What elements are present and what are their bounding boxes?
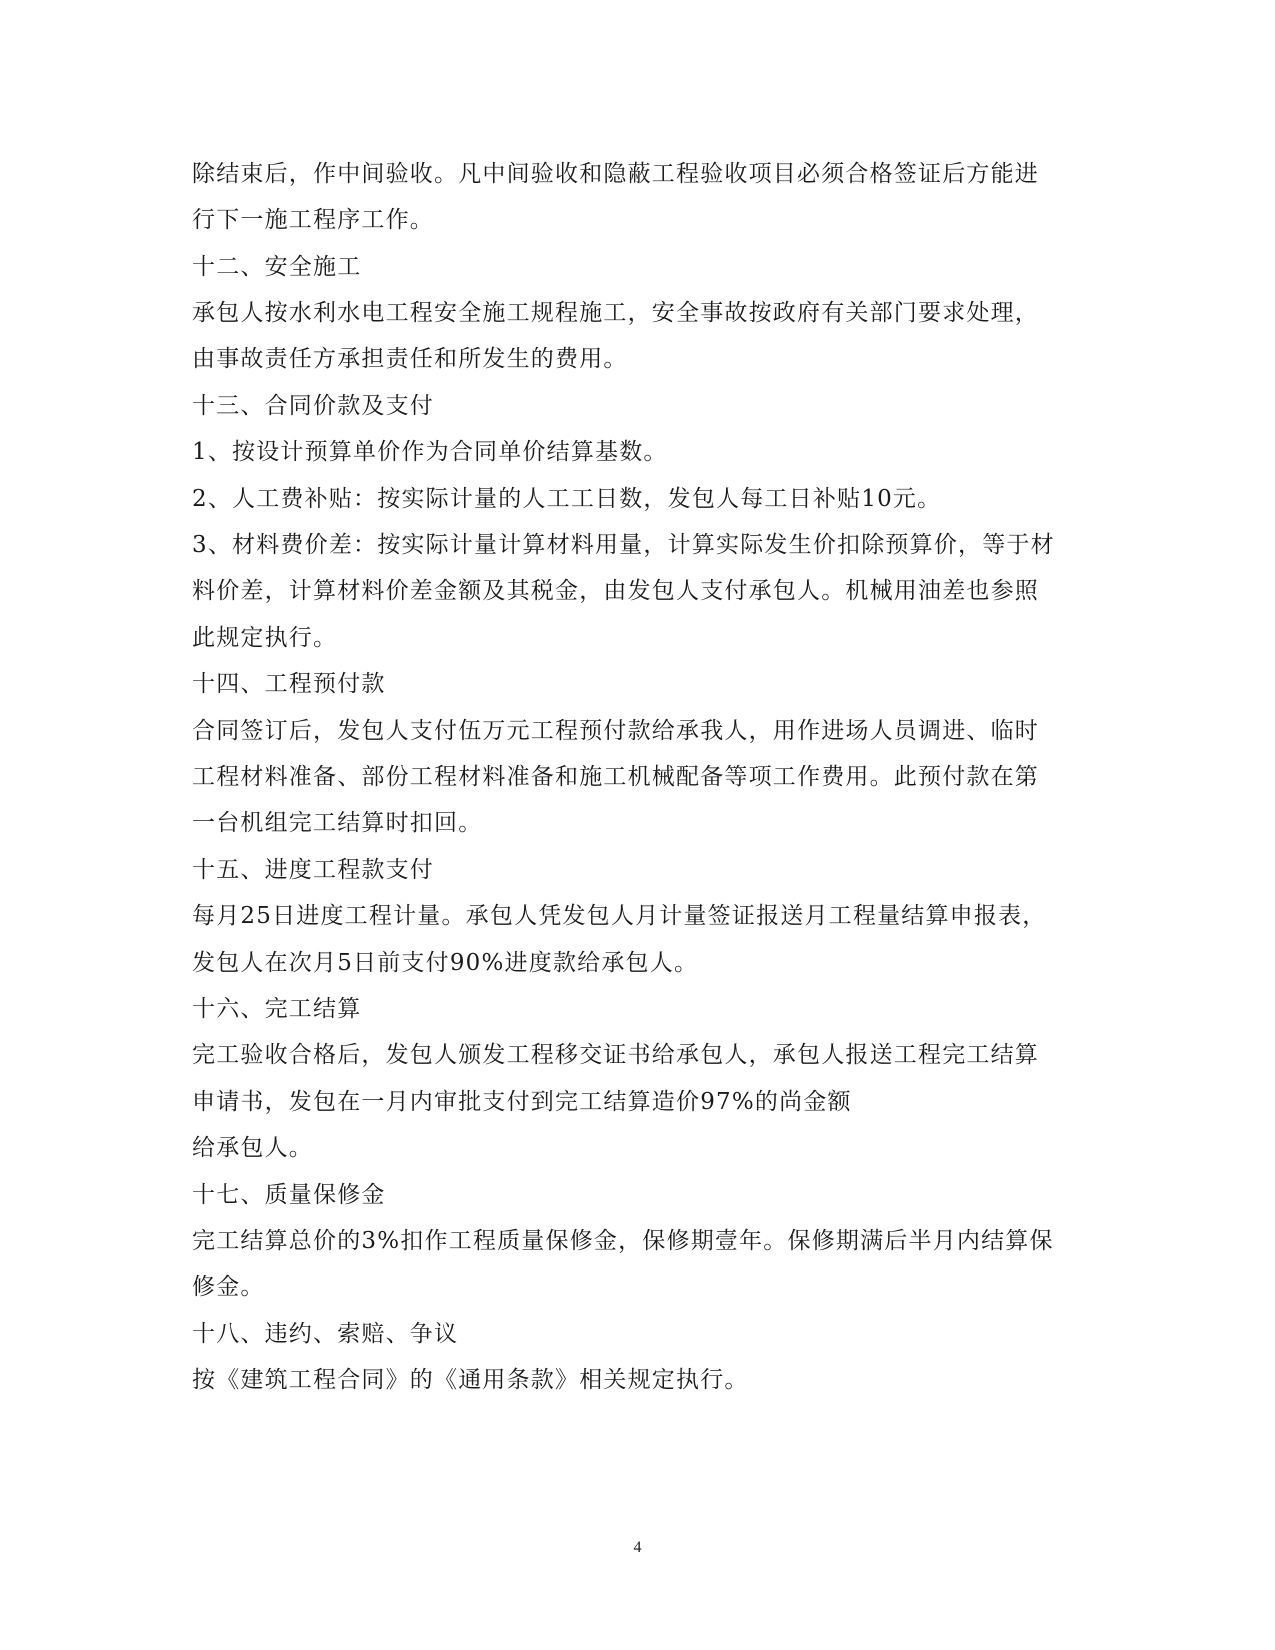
page-number: 4: [633, 1539, 642, 1556]
list-item: 3、材料费价差：按实际计量计算材料用量，计算实际发生价扣除预算价，等于材: [192, 532, 1055, 558]
section-heading: 十五、进度工程款支付: [192, 857, 434, 883]
text-line: 按《建筑工程合同》的《通用条款》相关规定执行。: [192, 1367, 749, 1393]
section-heading: 十七、质量保修金: [192, 1182, 386, 1208]
section-heading: 十二、安全施工: [192, 254, 362, 280]
section-heading: 十三、合同价款及支付: [192, 393, 434, 419]
text-line: 修金。: [192, 1274, 265, 1300]
text-line: 行下一施工程序工作。: [192, 207, 434, 233]
section-heading: 十八、违约、索赔、争议: [192, 1321, 459, 1347]
text-line: 一台机组完工结算时扣回。: [192, 810, 483, 836]
text-line: 工程材料准备、部份工程材料准备和施工机械配备等项工作费用。此预付款在第: [192, 764, 1039, 790]
text-line: 料价差，计算材料价差金额及其税金，由发包人支付承包人。机械用油差也参照: [192, 578, 1039, 604]
text-line: 完工结算总价的3%扣作工程质量保修金，保修期壹年。保修期满后半月内结算保: [192, 1228, 1054, 1254]
text-line: 由事故责任方承担责任和所发生的费用。: [192, 346, 628, 372]
text-line: 申请书，发包在一月内审批支付到完工结算造价97%的尚金额: [192, 1089, 852, 1115]
list-item: 1、按设计预算单价作为合同单价结算基数。: [192, 439, 668, 465]
text-line: 完工验收合格后，发包人颁发工程移交证书给承包人，承包人报送工程完工结算: [192, 1042, 1039, 1068]
text-line: 合同签订后，发包人支付伍万元工程预付款给承我人，用作进场人员调进、临时: [192, 718, 1039, 744]
section-heading: 十四、工程预付款: [192, 671, 386, 697]
section-heading: 十六、完工结算: [192, 996, 362, 1022]
text-line: 每月25日进度工程计量。承包人凭发包人月计量签证报送月工程量结算申报表，: [192, 903, 1047, 929]
text-line: 承包人按水利水电工程安全施工规程施工，安全事故按政府有关部门要求处理，: [192, 300, 1039, 326]
text-line: 此规定执行。: [192, 625, 338, 651]
text-line: 除结束后，作中间验收。凡中间验收和隐蔽工程验收项目必须合格签证后方能进: [192, 161, 1039, 187]
text-line: 给承包人。: [192, 1135, 313, 1161]
text-line: 发包人在次月5日前支付90%进度款给承包人。: [192, 950, 699, 976]
list-item: 2、人工费补贴：按实际计量的人工工日数，发包人每工日补贴10元。: [192, 486, 942, 512]
